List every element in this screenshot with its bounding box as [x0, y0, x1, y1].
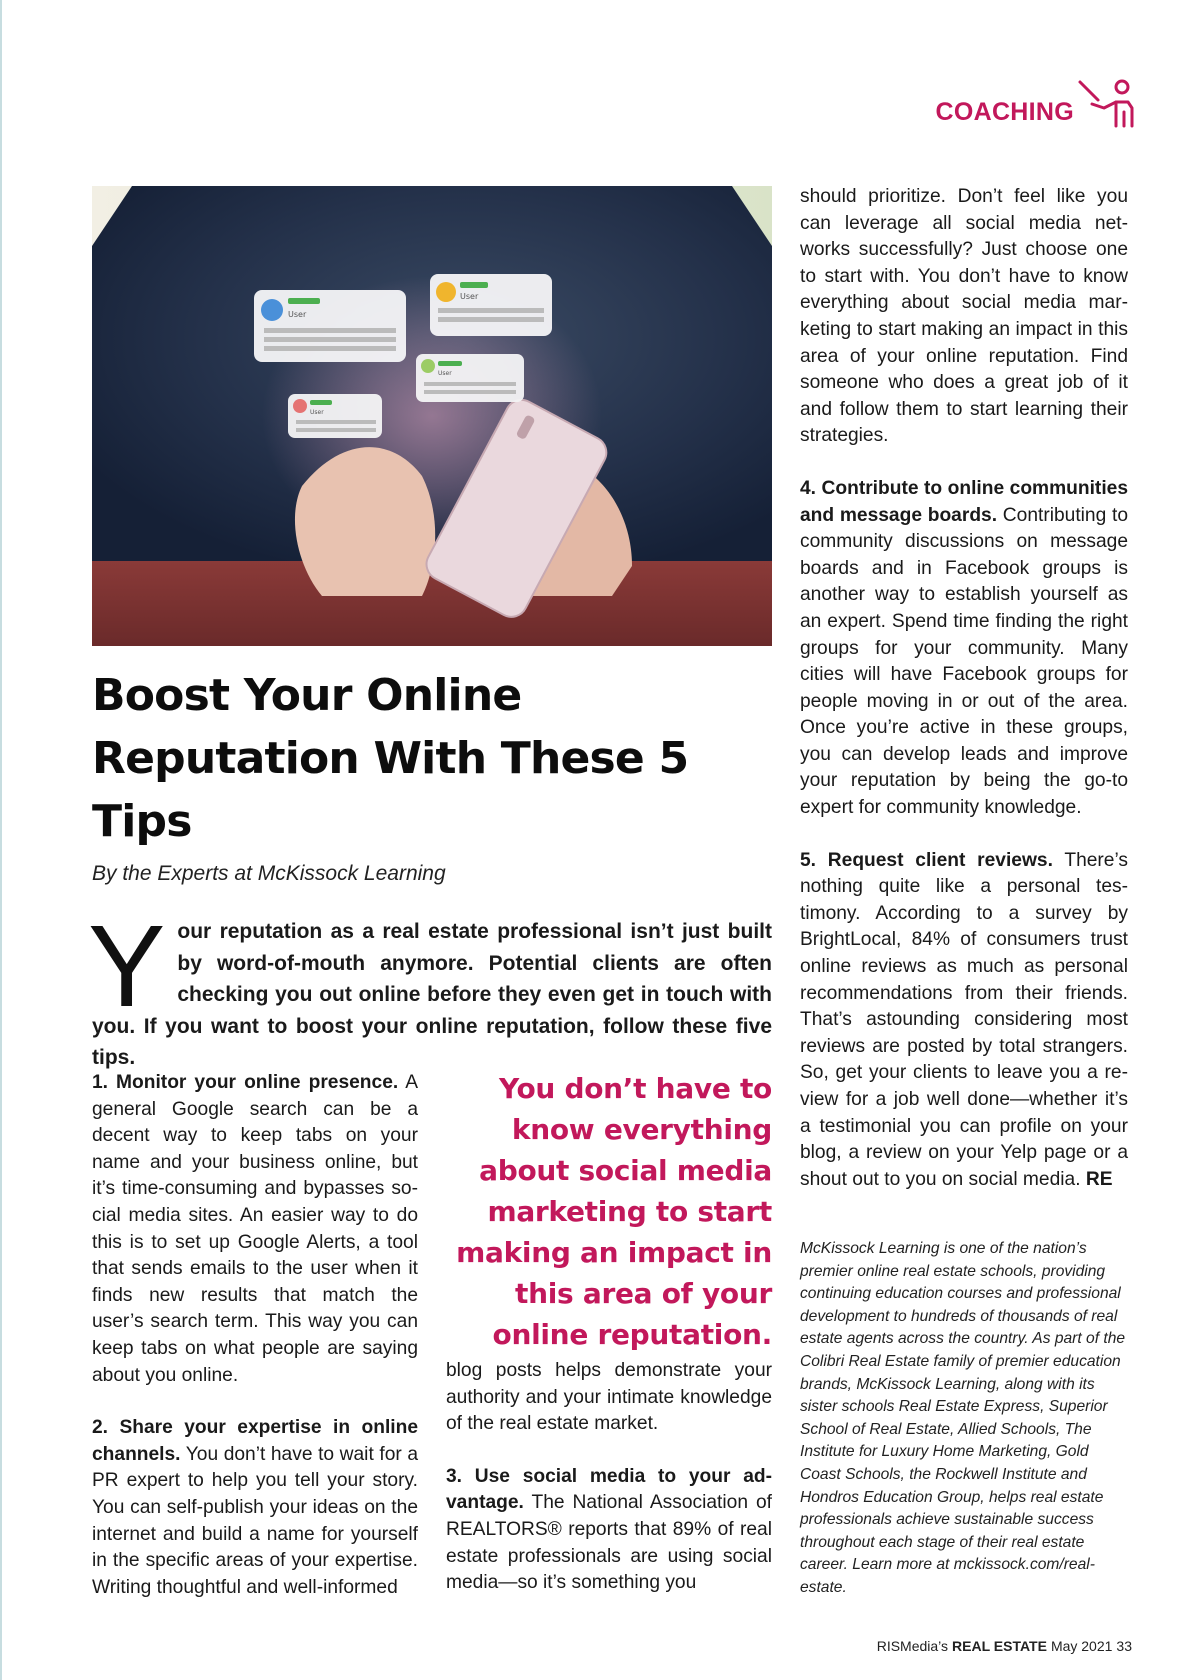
article-intro	[88, 901, 772, 1074]
smartphone-reviews-photo	[92, 186, 772, 646]
section-header	[900, 78, 1140, 138]
column-right	[800, 184, 1128, 1193]
footer-magazine: REAL ESTATE	[952, 1638, 1047, 1654]
coaching-figure-icon	[1076, 78, 1140, 130]
section-label: COACHING	[935, 98, 1074, 126]
tip-5	[800, 848, 1128, 1194]
review-card-user-label: User	[310, 409, 324, 416]
tip-body: The National Association of REALTORS® reports that 89% of real estate professionals are using social media—so it’s something you	[446, 1492, 772, 1594]
tip-body: There’s nothing quite like a personal testimony. According to a survey by BrightLocal, 84% of consumers trust online reviews as much as personal recommendations from their friends. That’s astounding considering most reviews are posted by total strangers. So, get your clients to leave you a review for a job well done—whether it’s a testimonial you can profile on your blog, a review on your Yelp page or a shout out to you on social media.	[800, 849, 1128, 1190]
footer-publisher: RISMedia’s	[876, 1638, 949, 1654]
tip-3	[446, 1464, 772, 1597]
page-edge-line	[0, 0, 2, 1680]
author-bio: McKissock Learning is one of the nation’s premier online real estate schools, providing continuing education courses and professional development to hundreds of thousands of real estate agents across the country. As part of the Colibri Real Estate family of premier education brands, McKissock Learning, along with its sister schools Real Estate Express, Superior School of Real Estate, Allied Schools, The Institute for Luxury Home Marketing, Gold Coast Schools, the Rockwell Institute and Hondros Education Group, helps real estate professionals achieve sustainable success throughout each stage of their real estate career. Learn more at mckissock.com/real-estate.	[800, 1240, 1126, 1596]
tip-heading: 4. Contribute to online communities and message boards.	[800, 477, 1128, 526]
tip-4	[800, 476, 1128, 822]
end-mark: RE	[1085, 1168, 1113, 1190]
review-card-user-label: User	[288, 310, 307, 319]
footer-page-number: 33	[1116, 1638, 1132, 1654]
drop-cap: Y	[88, 901, 166, 1031]
column-left	[92, 1070, 418, 1601]
review-card-user-label: User	[460, 292, 479, 301]
tip-body: Contributing to community discussions on message boards and in Facebook groups is another way to establish yourself as an expert. Spend time finding the right groups for your community. Many cities will have Facebook groups for people moving in or out of the area. Once you’re active in these groups, you can develop leads and improve your reputation by being the go-to expert for community knowledge.	[800, 504, 1128, 819]
tip-heading: 2. Share your expertise in online channels.	[92, 1417, 418, 1465]
hero-photo	[92, 186, 772, 646]
column-middle	[446, 1358, 772, 1597]
tip-heading: 3. Use social media to your advantage.	[446, 1465, 772, 1514]
tip-body: You don’t have to wait for a PR expert to help you tell your story. You can self-publish your ideas on the internet and build a name for yourself in the specific areas of your expertise. Writing thoughtful and well-informed	[92, 1443, 418, 1598]
intro-text: our reputation as a real estate professional isn’t just built by word-of-mouth anymore. Potential clients are often checking you out online before they even get in touch with you. If you want to boost your online reputation, follow these five tips.	[92, 920, 772, 1069]
tip-body: A general Google search can be a decent way to keep tabs on your name and your business online, but it’s time-consuming and bypasses social media sites. An easier way to do this is to set up Google Alerts, a tool that sends emails to the user when it finds new results that match the user’s search term. This way you can keep tabs on what people are saying about you online.	[92, 1072, 418, 1386]
tip-2	[92, 1415, 418, 1601]
tip-heading: 1. Monitor your online presence.	[92, 1072, 399, 1093]
page-footer	[873, 1638, 1132, 1654]
pull-quote: You don’t have to know everything about social media marketing to start making an impact in this area of your online reputation.	[456, 1072, 772, 1351]
tip-heading: 5. Request client reviews.	[800, 849, 1053, 871]
article-headline: Boost Your Online Reputation With These 5 Tips	[92, 670, 689, 847]
tip-3-continued: should prioritize. Don’t feel like you can leverage all social media networks successfully? Just choose one to start with. You don’t have to know everything about social media marketing to start making an impact in this area of your online reputation. Find someone who does a great job of it and follow them to start learning their strategies.	[800, 186, 1128, 447]
footer-issue: May 2021	[1050, 1638, 1113, 1654]
tip-2-continued: blog posts helps demonstrate your authority and your intimate knowledge of the real estate market.	[446, 1360, 772, 1435]
article-byline: By the Experts at McKissock Learning	[92, 862, 446, 885]
review-card-user-label: User	[438, 370, 452, 377]
tip-1	[92, 1070, 418, 1389]
